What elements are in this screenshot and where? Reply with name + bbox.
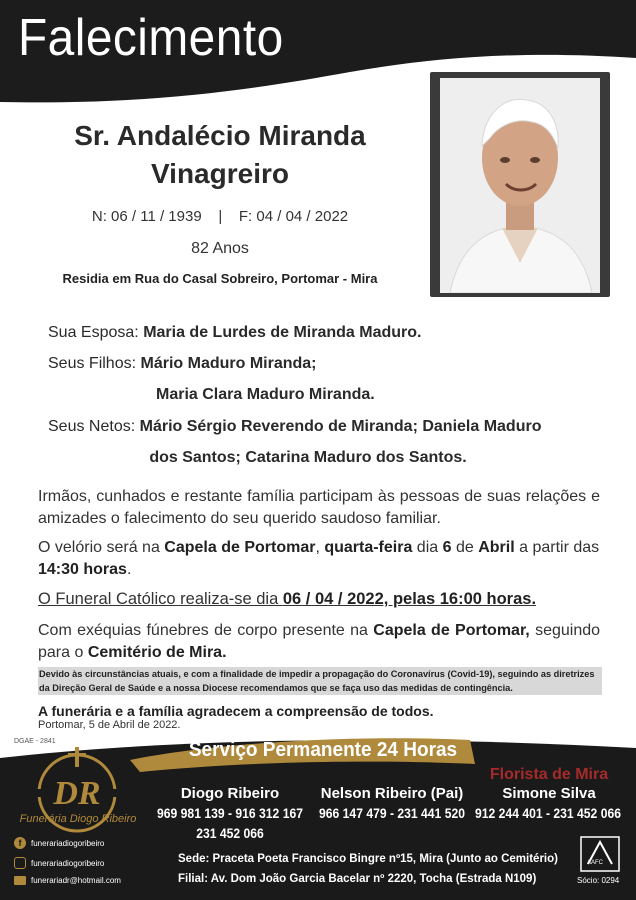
portrait-photo — [440, 78, 600, 293]
child-1: Mário Maduro Miranda; — [140, 355, 317, 372]
contact-phone-2: 966 147 479 - 231 441 520 — [319, 806, 465, 821]
contact-phone-3: 912 244 401 - 231 452 066 — [475, 806, 621, 821]
grandchildren-label: Seus Netos: — [48, 418, 136, 435]
contact-phone-1b: 231 452 066 — [196, 826, 264, 841]
exequies-paragraph: Com exéquias fúnebres de corpo presente na Capela de Portomar, seguindo para o Cemitério de Mira. — [38, 622, 601, 661]
child-2-line — [156, 386, 375, 404]
service-banner: Serviço Permanente 24 Horas — [188, 739, 458, 761]
headquarters-address: Sede: Praceta Poeta Francisco Bingre nº15, Mira (Junto ao Cemitério) — [178, 853, 558, 865]
grandchildren-line1 — [48, 418, 541, 436]
grandchildren-names-1: Mário Sérgio Reverendo de Miranda; Daniela Maduro — [139, 418, 542, 435]
residence: Residia em Rua do Casal Sobreiro, Portomar - Mira — [62, 271, 378, 286]
age: 82 Anos — [191, 240, 249, 257]
deceased-name-line1: Sr. Andalécio Miranda — [74, 120, 366, 151]
announcement-paragraph: Irmãos, cunhados e restante família participam às pessoas de suas relações e amizades o falecimento do seu querido saudoso familiar. — [38, 488, 600, 527]
facebook-icon: f — [14, 837, 26, 849]
branch-address: Filial: Av. Dom João Garcia Bacelar nº 2220, Tocha (Estrada N109) — [178, 873, 537, 885]
spouse-label: Sua Esposa: — [48, 324, 139, 341]
association-logo — [580, 836, 620, 872]
children-line — [48, 355, 317, 373]
child-2: Maria Clara Maduro Miranda. — [156, 386, 375, 403]
facebook-link[interactable]: f funerariadiogoribeiro — [14, 837, 104, 849]
contact-name-3: Simone Silva — [502, 785, 596, 802]
member-number: Sócio: 0294 — [577, 876, 620, 885]
association-logo-text: AAFC — [587, 860, 604, 866]
email-icon — [14, 876, 26, 885]
grandchildren-line2 — [30, 449, 586, 467]
thanks-line: A funerária e a família agradecem a compreensão de todos. — [38, 703, 434, 719]
covid-notice: Devido às circunstâncias atuais, e com a finalidade de impedir a propagação do Coronavírus (Covid-19), seguindo as diretrizes da Direção Geral de Saúde e a nossa Diocese recomendamos que se faça uso das medidas de contingência. — [38, 667, 602, 695]
birth-death-dates: N: 06 / 11 / 1939 | F: 04 / 04 / 2022 — [91, 208, 349, 225]
contact-name-1: Diogo Ribeiro — [180, 785, 280, 802]
instagram-icon — [14, 857, 26, 869]
children-label: Seus Filhos: — [48, 355, 137, 372]
logo-letters: DR — [53, 775, 101, 812]
dgae-code: DGAE - 2841 — [14, 738, 56, 745]
spouse-name: Maria de Lurdes de Miranda Maduro. — [143, 324, 422, 341]
funeral-paragraph: O Funeral Católico realiza-se dia 06 / 04 / 2022, pelas 16:00 horas. — [38, 590, 537, 608]
email-link[interactable]: funerariadr@hotmail.com — [14, 876, 121, 885]
page-title: Falecimento — [18, 9, 284, 67]
wake-paragraph: O velório será na Capela de Portomar, quarta-feira dia 6 de Abril a partir das 14:30 horas. — [38, 539, 600, 578]
deceased-name-line2: Vinagreiro — [151, 158, 289, 189]
florist-name: Florista de Mira — [489, 766, 609, 783]
instagram-link[interactable]: funerariadiogoribeiro — [14, 857, 104, 869]
contact-name-2: Nelson Ribeiro (Pai) — [320, 785, 464, 802]
grandchildren-names-2: dos Santos; Catarina Maduro dos Santos. — [149, 449, 467, 466]
logo-caption: Funerária Diogo Ribeiro — [19, 813, 137, 825]
place-date: Portomar, 5 de Abril de 2022. — [38, 719, 181, 731]
spouse-line — [48, 324, 421, 342]
contact-phone-1: 969 981 139 - 916 312 167 — [157, 806, 303, 821]
